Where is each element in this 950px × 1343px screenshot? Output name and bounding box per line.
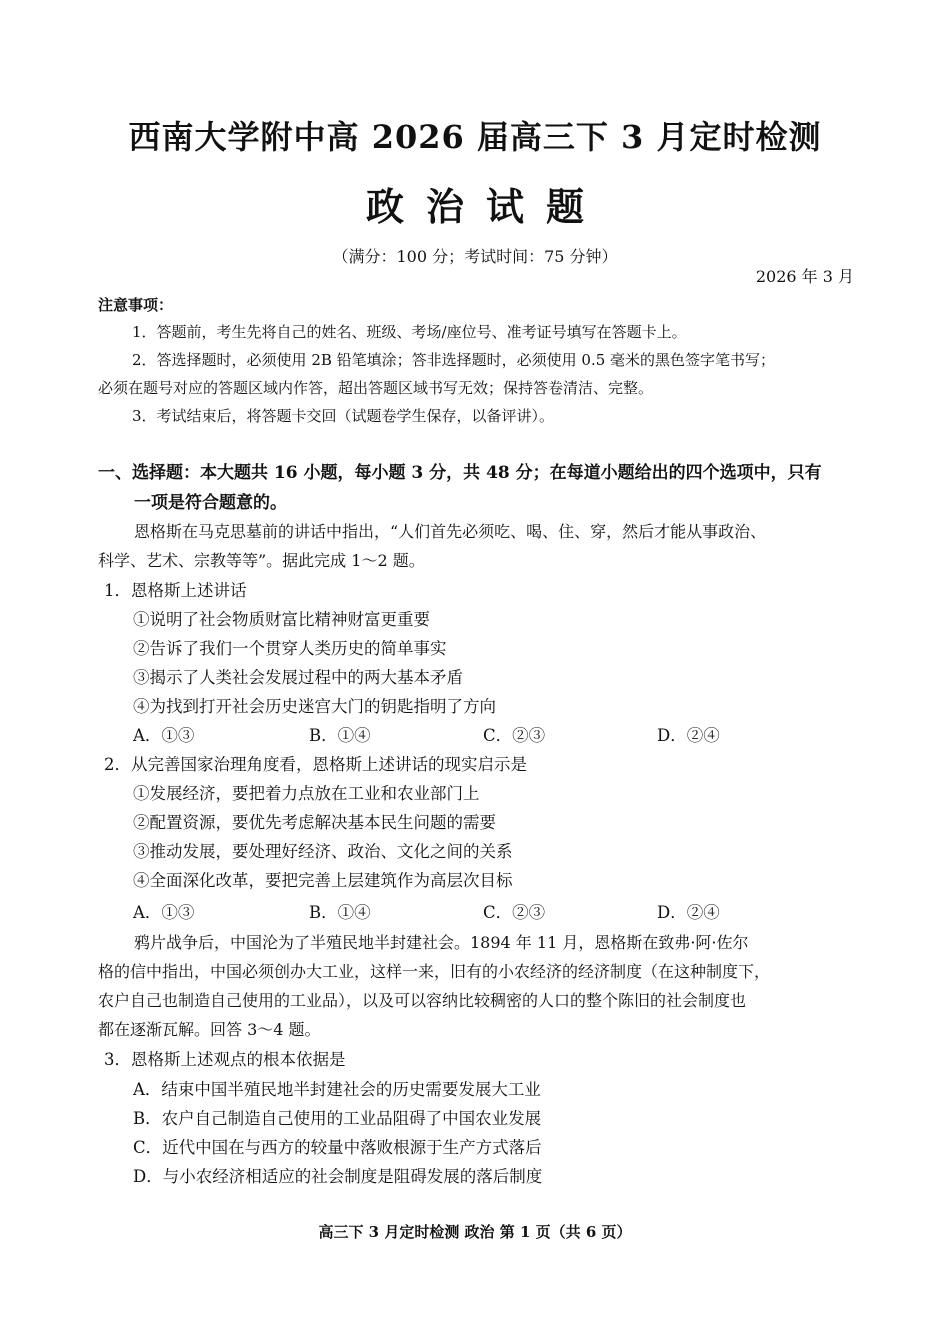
question-2-statement-4: ④全面深化改革，要把完善上层建筑作为高层次目标 [133, 871, 513, 890]
exam-date: 2026 年 3 月 [755, 267, 854, 286]
choice-b: B．①④ [309, 903, 371, 922]
question-3-option-c: C．近代中国在与西方的较量中落败根源于生产方式落后 [133, 1138, 542, 1157]
choice-b: B．①④ [309, 726, 371, 745]
page-footer: 高三下 3 月定时检测 政治 第 1 页（共 6 页） [318, 1223, 632, 1241]
notice-item-3: 3．考试结束后，将答题卡交回（试题卷学生保存，以备评讲）。 [132, 407, 555, 425]
question-1-statement-1: ①说明了社会物质财富比精神财富更重要 [133, 610, 430, 629]
question-2-choices [133, 898, 753, 927]
question-3-option-b: B．农户自己制造自己使用的工业品阻碍了中国农业发展 [133, 1109, 542, 1128]
choice-d: D．②④ [657, 726, 720, 745]
question-3-option-a: A．结束中国半殖民地半封建社会的历史需要发展大工业 [133, 1080, 541, 1099]
question-1-choices [133, 721, 753, 750]
question-1-statement-3: ③揭示了人类社会发展过程中的两大基本矛盾 [133, 668, 463, 687]
score-time-info: （满分：100 分；考试时间：75 分钟） [332, 247, 618, 266]
question-3-option-d: D．与小农经济相适应的社会制度是阻碍发展的落后制度 [133, 1167, 543, 1186]
question-1-stem: 1．恩格斯上述讲话 [104, 581, 247, 600]
section-heading: 一、选择题：本大题共 16 小题，每小题 3 分，共 48 分；在每道小题给出的四个选项中，只有 一项是符合题意的。 [98, 463, 822, 513]
notice-item-2-continued: 必须在题号对应的答题区域内作答，超出答题区域书写无效；保持答卷清洁、完整。 [98, 379, 654, 397]
question-2-stem: 2．从完善国家治理角度看，恩格斯上述讲话的现实启示是 [104, 755, 527, 774]
choice-a: A．①③ [133, 903, 195, 922]
subject-title: 政治试题 [365, 184, 606, 229]
question-1-statement-2: ②告诉了我们一个贯穿人类历史的简单事实 [133, 639, 447, 658]
notice-item-2: 2．答选择题时，必须使用 2B 铅笔填涂；答非选择题时，必须使用 0.5 毫米的黑色签字笔书写； [132, 351, 776, 369]
notice-heading: 注意事项： [98, 296, 174, 314]
choice-a: A．①③ [133, 726, 195, 745]
question-3-stem: 3．恩格斯上述观点的根本依据是 [104, 1050, 346, 1069]
material-1: 恩格斯在马克思墓前的讲话中指出，“人们首先必须吃、喝、住、穿，然后才能从事政治、 科学、艺术、宗教等等”。据此完成 1～2 题。 [98, 522, 767, 570]
material-2: 鸦片战争后，中国沦为了半殖民地半封建社会。1894 年 11 月，恩格斯在致弗·阿·佐尔 格的信中指出，中国必须创办大工业，这样一来，旧有的小农经济的经济制度（在这种制度下， 农户自己也制造自己使用的工业品），以及可以容纳比较稠密的人口的整个陈旧的社会制度也 都在逐渐瓦解。回答 3～4 题。 [98, 933, 771, 1039]
choice-c: C．②③ [483, 903, 546, 922]
question-2-statement-3: ③推动发展，要处理好经济、政治、文化之间的关系 [133, 842, 513, 861]
question-2-statement-2: ②配置资源，要优先考虑解决基本民生问题的需要 [133, 813, 496, 832]
question-2-statement-1: ①发展经济，要把着力点放在工业和农业部门上 [133, 784, 480, 803]
exam-title: 西南大学附中高 2026 届高三下 3 月定时检测 [128, 118, 822, 156]
choice-d: D．②④ [657, 903, 720, 922]
notice-item-1: 1．答题前，考生先将自己的姓名、班级、考场/座位号、准考证号填写在答题卡上。 [132, 323, 687, 341]
question-1-statement-4: ④为找到打开社会历史迷宫大门的钥匙指明了方向 [133, 697, 496, 716]
choice-c: C．②③ [483, 726, 546, 745]
